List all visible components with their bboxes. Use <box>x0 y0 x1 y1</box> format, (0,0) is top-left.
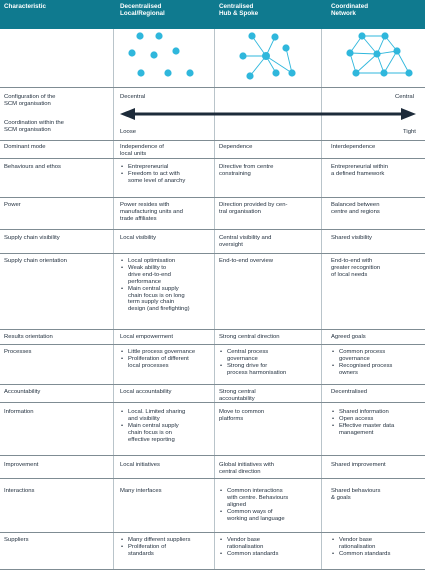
row-label-suppliers: Suppliers <box>4 537 29 543</box>
list-item: • Central process governance <box>219 349 286 363</box>
row-divider <box>0 329 425 330</box>
list-item: • Common process governance <box>331 349 392 363</box>
cell-text: Shared visibility <box>331 235 372 241</box>
row-divider <box>0 197 425 198</box>
node <box>380 69 387 76</box>
cell-text: Strong central direction <box>219 334 280 340</box>
cell-text: Local empowerment <box>120 334 174 340</box>
node <box>248 32 255 39</box>
bullet-list <box>331 349 392 377</box>
central-label: Central <box>395 94 414 100</box>
list-item: • Local. Limited sharing and visibility <box>120 409 185 423</box>
cell-text: Power resides with manufacturing units and trade affiliates <box>120 202 183 222</box>
row-label-processes: Processes <box>4 349 32 355</box>
node <box>164 69 171 76</box>
cell-text: End-to-end overview <box>219 258 274 264</box>
node <box>405 69 412 76</box>
cell-text: Move to common platforms <box>219 409 265 422</box>
tight-label: Tight <box>403 129 416 135</box>
list-item: • Effective master data management <box>331 423 394 437</box>
row-divider <box>0 402 425 403</box>
row-divider <box>0 87 425 88</box>
row-divider <box>0 478 425 479</box>
list-item: • Vendor base rationalisation <box>331 537 390 551</box>
header-centralised: Centralised Hub & Spoke <box>219 3 259 18</box>
node <box>288 69 295 76</box>
cell-text: Decentralised <box>331 389 368 395</box>
list-item: • Little process governance <box>120 349 195 356</box>
cell-text: Local accountability <box>120 389 172 395</box>
cell-text: Directive from centre constraining <box>219 164 274 177</box>
node <box>246 72 253 79</box>
cell-text: Entrepreneurial within a defined framework <box>331 164 388 177</box>
list-item: • Main central supply chain focus is on effective reporting <box>120 423 185 444</box>
coordination-label: Coordination within the SCM organisation <box>4 120 64 133</box>
cell-text: Global initiatives with central direction <box>219 462 275 475</box>
list-item: • Open access <box>331 416 394 423</box>
node <box>128 49 135 56</box>
cell-text: Shared behaviours & goals <box>331 488 381 501</box>
node <box>358 32 365 39</box>
node <box>352 69 359 76</box>
row-label-results: Results orientation <box>4 334 53 340</box>
bullet-list <box>120 537 190 558</box>
list-item: • Many different suppliers <box>120 537 190 544</box>
list-item: • Common standards <box>219 551 278 558</box>
arrow-right-icon <box>401 108 416 120</box>
row-divider <box>0 253 425 254</box>
bullet-list <box>331 537 390 558</box>
node <box>282 44 289 51</box>
cell-text: Interdependence <box>331 144 376 150</box>
list-item: • Main central supply chain focus is on long term supply chain design (and firefighting) <box>120 286 190 314</box>
bullet-list <box>219 488 288 523</box>
node <box>137 69 144 76</box>
node <box>346 49 353 56</box>
bullet-list <box>120 349 195 370</box>
list-item: • Entrepreneurial <box>120 164 185 171</box>
list-item: • Local optimisation <box>120 258 190 265</box>
network-diagrams <box>0 29 425 87</box>
cell-text: Dependence <box>219 144 253 150</box>
row-divider <box>0 229 425 230</box>
row-divider <box>0 384 425 385</box>
bullet-list <box>120 164 185 185</box>
header-characteristic: Characteristic <box>4 3 46 10</box>
configuration-label: Configuration of the SCM organisation <box>4 94 56 107</box>
bullet-list <box>219 537 278 558</box>
node <box>271 33 278 40</box>
node <box>393 47 400 54</box>
list-item: • Shared information <box>331 409 394 416</box>
node <box>381 32 388 39</box>
cell-text: Direction provided by cen- tral organisation <box>219 202 288 215</box>
row-label-power: Power <box>4 202 21 208</box>
cell-text: Strong central accountability <box>219 389 256 402</box>
row-label-information: Information <box>4 409 34 415</box>
cell-text: Balanced between centre and regions <box>331 202 380 215</box>
header-decentralised: Decentralised Local/Regional <box>120 3 165 18</box>
list-item: • Vendor base rationalisation <box>219 537 278 551</box>
row-label-interactions: Interactions <box>4 488 35 494</box>
node <box>150 51 157 58</box>
bullet-list <box>331 409 394 437</box>
node <box>155 32 162 39</box>
list-item: • Common ways of working and language <box>219 509 288 523</box>
cell-text: End-to-end with greater recognition of local needs <box>331 258 381 278</box>
row-label-orientation: Supply chain orientation <box>4 258 67 264</box>
node <box>272 69 279 76</box>
cell-text: Agreed goals <box>331 334 366 340</box>
list-item: • Proliferation of standards <box>120 544 190 558</box>
cell-text: Independence of local units <box>120 144 164 157</box>
list-item: • Freedom to act with some level of anarchy <box>120 171 185 185</box>
row-label-behaviours: Behaviours and ethos <box>4 164 61 170</box>
cell-text: Shared improvement <box>331 462 386 468</box>
table-header <box>0 0 425 29</box>
bullet-list <box>219 349 286 377</box>
node <box>186 69 193 76</box>
node <box>373 50 380 57</box>
list-item: • Common interactions with centre. Behaviours aligned <box>219 488 288 509</box>
node <box>136 32 143 39</box>
bullet-list <box>120 409 185 444</box>
row-divider <box>0 569 425 570</box>
bullet-list <box>120 258 190 313</box>
list-item: • Recognised process owners <box>331 363 392 377</box>
loose-label: Loose <box>120 129 137 135</box>
list-item: • Strong drive for process harmonisation <box>219 363 286 377</box>
cell-text: Local initiatives <box>120 462 160 468</box>
row-divider <box>0 140 425 141</box>
coordinated-network-diagram <box>346 32 412 76</box>
list-item: • Common standards <box>331 551 390 558</box>
arrow-left-icon <box>120 108 135 120</box>
node <box>239 52 246 59</box>
row-label-visibility: Supply chain visibility <box>4 235 60 241</box>
cell-text: Many interfaces <box>120 488 162 494</box>
row-divider <box>0 455 425 456</box>
cell-text: Local visibility <box>120 235 157 241</box>
row-divider <box>0 158 425 159</box>
row-divider <box>0 532 425 533</box>
decentralised-network-diagram <box>128 32 193 76</box>
list-item: • Proliferation of different local processes <box>120 356 195 370</box>
cell-text: Central visibility and oversight <box>219 235 272 248</box>
row-label-dominant-mode: Dominant mode <box>4 144 46 150</box>
hub-spoke-network-diagram <box>239 32 295 79</box>
hub-node <box>262 52 270 60</box>
decentral-label: Decentral <box>120 94 146 100</box>
list-item: • Weak ability to drive end-to-end performance <box>120 265 190 286</box>
header-coordinated: Coordinated Network <box>331 3 369 18</box>
row-divider <box>0 344 425 345</box>
row-label-improvement: Improvement <box>4 462 39 468</box>
node <box>172 47 179 54</box>
row-label-accountability: Accountability <box>4 389 41 395</box>
